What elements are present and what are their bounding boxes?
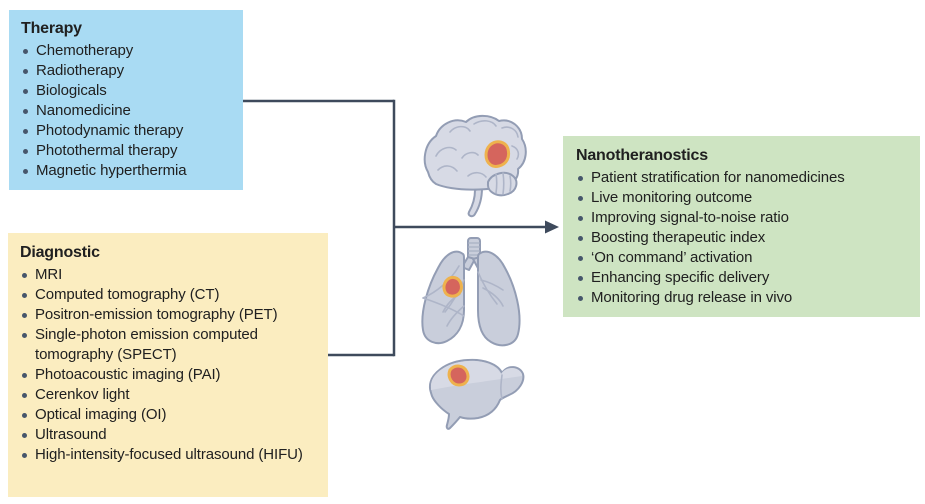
list-item: Live monitoring outcome (576, 188, 910, 208)
list-item: Patient stratification for nanomedicines (576, 168, 910, 188)
list-item: ‘On command’ activation (576, 248, 910, 268)
list-item: Biologicals (21, 81, 233, 101)
nanotheranostics-title: Nanotheranostics (576, 147, 708, 164)
lungs-icon (415, 236, 527, 350)
nanotheranostics-box (563, 136, 920, 317)
lung-tumor-spot (444, 277, 461, 296)
brain-icon (420, 114, 530, 222)
list-item: Computed tomography (CT) (20, 285, 318, 305)
therapy-box (9, 10, 243, 190)
therapy-list (21, 41, 233, 181)
list-item: Chemotherapy (21, 41, 233, 61)
list-item: Cerenkov light (20, 385, 318, 405)
list-item: Radiotherapy (21, 61, 233, 81)
list-item: Single-photon emission computed tomography (SPECT) (20, 325, 318, 365)
list-item: Monitoring drug release in vivo (576, 288, 910, 308)
list-item: Nanomedicine (21, 101, 233, 121)
diagnostic-list (20, 265, 318, 465)
liver-tumor-spot (449, 366, 468, 385)
brain-tumor-spot (486, 142, 509, 167)
list-item: Photoacoustic imaging (PAI) (20, 365, 318, 385)
list-item: Boosting therapeutic index (576, 228, 910, 248)
arrow-right-icon (545, 221, 559, 234)
brain-cerebellum (488, 173, 516, 195)
brain-stem (469, 188, 482, 216)
therapy-title: Therapy (21, 20, 82, 37)
list-item: Enhancing specific delivery (576, 268, 910, 288)
list-item: High-intensity-focused ultrasound (HIFU) (20, 445, 318, 465)
list-item: MRI (20, 265, 318, 285)
list-item: Photothermal therapy (21, 141, 233, 161)
liver-icon (426, 354, 526, 432)
list-item: Positron-emission tomography (PET) (20, 305, 318, 325)
diagnostic-box (8, 233, 328, 497)
diagnostic-title: Diagnostic (20, 244, 100, 261)
list-item: Ultrasound (20, 425, 318, 445)
nanotheranostics-list (576, 168, 910, 308)
list-item: Photodynamic therapy (21, 121, 233, 141)
list-item: Magnetic hyperthermia (21, 161, 233, 181)
left-lung (422, 252, 464, 343)
list-item: Optical imaging (OI) (20, 405, 318, 425)
list-item: Improving signal-to-noise ratio (576, 208, 910, 228)
